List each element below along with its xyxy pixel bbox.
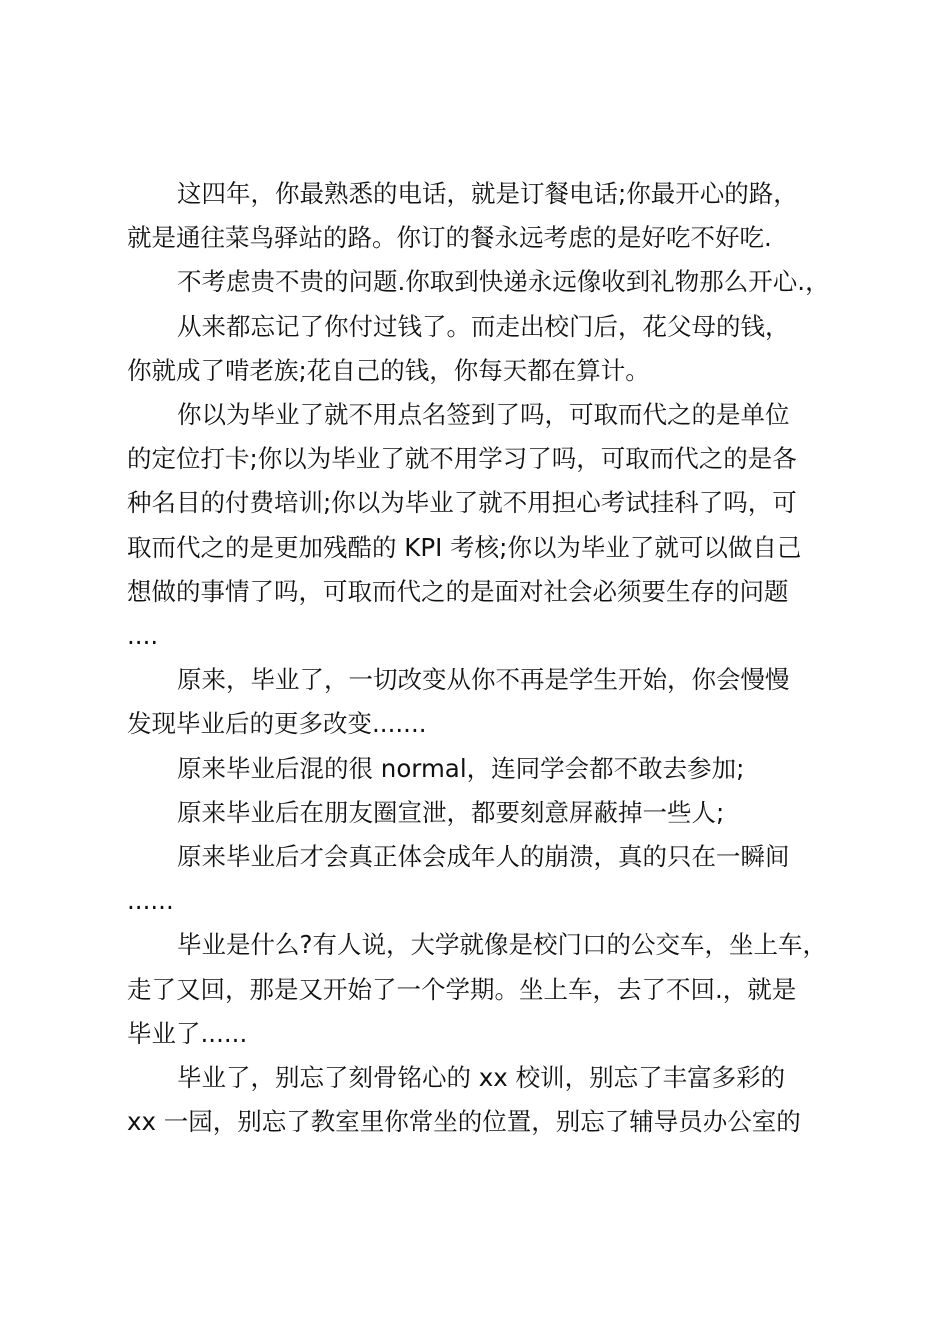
text-line: 原来，毕业了，一切改变从你不再是学生开始，你会慢慢 xyxy=(177,665,790,695)
text-line: 你就成了啃老族;花自己的钱，你每天都在算计。 xyxy=(127,355,650,385)
text-line: 发现毕业后的更多改变....... xyxy=(127,709,427,739)
document-body xyxy=(127,172,857,1144)
text-line: 这四年，你最熟悉的电话，就是订餐电话;你最开心的路， xyxy=(177,179,798,208)
text-line: ...... xyxy=(127,886,174,916)
paragraph xyxy=(127,747,857,791)
text-line: 就是通往菜鸟驿站的路。你订的餐永远考虑的是好吃不好吃. xyxy=(127,223,772,253)
text-line: 不考虑贵不贵的问题.你取到快递永远像收到礼物那么开心.， xyxy=(177,267,830,297)
paragraph xyxy=(127,835,857,923)
paragraph xyxy=(127,658,857,746)
paragraph xyxy=(127,305,857,393)
text-line: 原来毕业后在朋友圈宣泄，都要刻意屏蔽掉一些人; xyxy=(177,797,725,827)
text-line: 走了又回，那是又开始了一个学期。坐上车，去了不回.，就是 xyxy=(127,974,797,1004)
text-line: 你以为毕业了就不用点名签到了吗，可取而代之的是单位 xyxy=(177,400,790,430)
text-line: .... xyxy=(127,621,159,651)
paragraph xyxy=(127,172,857,260)
text-line: 取而代之的是更加残酷的 KPI 考核;你以为毕业了就可以做自己 xyxy=(127,532,802,562)
text-line: xx 一园，别忘了教室里你常坐的位置，别忘了辅导员办公室的 xyxy=(127,1107,801,1137)
paragraph xyxy=(127,260,857,304)
paragraph xyxy=(127,791,857,835)
paragraph xyxy=(127,923,857,1056)
text-line: 的定位打卡;你以为毕业了就不用学习了吗，可取而代之的是各 xyxy=(127,444,797,474)
text-line: 毕业是什么?有人说，大学就像是校门口的公交车，坐上车， xyxy=(177,930,828,960)
text-line: 毕业了，别忘了刻骨铭心的 xx 校训，别忘了丰富多彩的 xyxy=(177,1063,786,1093)
paragraph xyxy=(127,393,857,658)
text-line: 原来毕业后混的很 normal，连同学会都不敢去参加; xyxy=(177,753,745,783)
text-line: 原来毕业后才会真正体会成年人的崩溃，真的只在一瞬间 xyxy=(177,842,790,872)
text-line: 种名目的付费培训;你以为毕业了就不用担心考试挂科了吗，可 xyxy=(127,488,797,518)
paragraph xyxy=(127,1056,857,1144)
text-line: 从来都忘记了你付过钱了。而走出校门后，花父母的钱， xyxy=(177,311,790,341)
text-line: 想做的事情了吗，可取而代之的是面对社会必须要生存的问题 xyxy=(127,576,789,606)
text-line: 毕业了...... xyxy=(127,1018,248,1048)
